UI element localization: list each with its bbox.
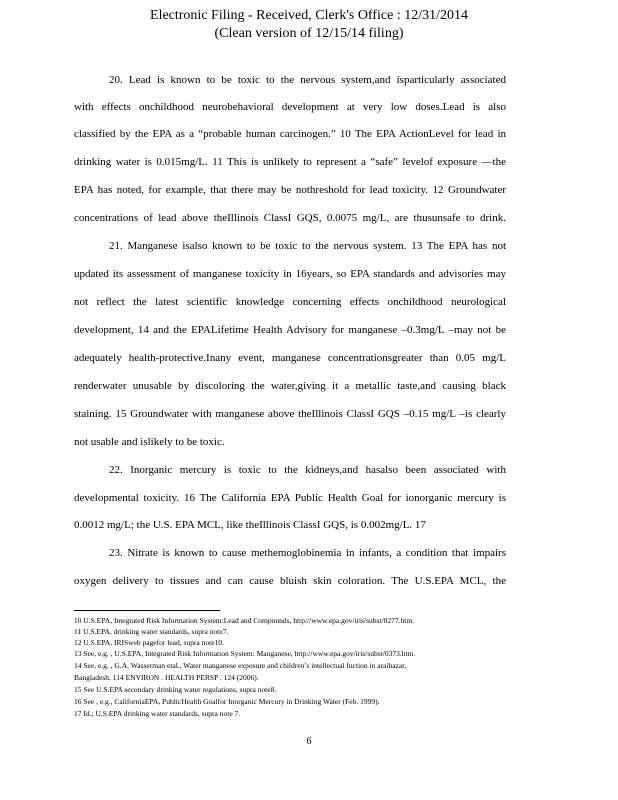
body-line: updated its assessment of manganese toxicity in 16years, so EPA standards and advisories may — [74, 268, 506, 280]
body-line: 21. Manganese isalso known to be toxic to the nervous system. 13 The EPA has not — [109, 240, 506, 252]
footnote: 13 See, e.g. , U.S.EPA, Integrated Risk Information System: Manganese, http://www.epa.gov/iris/subst/0373.htm. — [74, 649, 416, 658]
page-number: 6 — [306, 736, 312, 747]
footnote: 14 See, e.g. , G.A. Wasserman etal., Water manganese exposure and children’s intellectual fnction in araihazar, — [74, 661, 407, 670]
body-line: 20. Lead is known to be toxic to the nervous system,and isparticularly associated — [109, 74, 506, 86]
body-line: not usable and islikely to be toxic. — [74, 436, 225, 448]
body-line: EPA has noted, for example, that there may be nothreshold for lead toxicity. 12 Groundwater — [74, 184, 506, 196]
body-line: not reflect the latest scientific knowledge concerning effects onchildhood neurological — [74, 296, 506, 308]
filing-stamp-line1: Electronic Filing - Received, Clerk's Office : 12/31/2014 — [150, 8, 468, 23]
body-line: staining. 15 Groundwater with manganese above theIllinois ClassI GQS –0.15 mg/L –is clearly — [74, 408, 506, 420]
body-line: 22. Inorganic mercury is toxic to the kidneys,and hasalso been associated with — [109, 464, 506, 476]
filing-stamp-line2: (Clean version of 12/15/14 filing) — [214, 26, 404, 41]
body-line: 0.0012 mg/L; the U.S. EPA MCL, like theIllinois ClassI GQS, is 0.002mg/L. 17 — [74, 519, 426, 531]
body-line: renderwater unusable by discoloring the water,giving it a metallic taste,and causing black — [74, 380, 506, 392]
body-line: development, 14 and the EPALifetime Health Advisory for manganese –0.3mg/L –may not be — [74, 324, 506, 336]
footnote: 16 See , e.g., CaliforniaEPA, PublicHealth Goalfor Inorganic Mercury in Drinking Water (Feb. 1999). — [74, 697, 380, 706]
footnote: 12 U.S.EPA, IRISweb pagefor lead, supra note10. — [74, 638, 224, 647]
body-line: concentrations of lead above theIllinois ClassI GQS, 0.0075 mg/L, are thusunsafe to drink. — [74, 212, 506, 224]
footnote: 11 U.S.EPA, drinking water standards, supra note7. — [74, 627, 229, 636]
body-line: developmental toxicity. 16 The California EPA Public Health Goal for ionorganic mercury is — [74, 492, 506, 504]
footnote: 15 See U.S.EPA secondary drinking water regulations, supra note8. — [74, 685, 277, 694]
body-line: drinking water is 0.015mg/L. 11 This is unlikely to represent a “safe” levelof exposure —the — [74, 156, 506, 168]
footnote: 10 U.S.EPA, Integrated Risk Information System:Lead and Compounds, http://www.epa.gov/iris/subst/0277.htm. — [74, 616, 415, 625]
footnote: Bangladesh. 114 ENVIRON . HEALTH PERSP . 124 (2006). — [74, 673, 259, 682]
footnote: 17 Id.; U.S.EPA drinking water standards, supra note 7. — [74, 709, 241, 718]
body-line: with effects onchildhood neurobehavioral development at very low doses.Lead is also — [74, 101, 506, 113]
body-line: oxygen delivery to tissues and can cause bluish skin coloration. The U.S.EPA MCL, the — [74, 575, 506, 587]
body-line: 23. Nitrate is known to cause methemoglobinemia in infants, a condition that impairs — [109, 547, 506, 559]
footnote-separator — [74, 610, 220, 611]
body-line: adequately health-protective.Inany event, manganese concentrationsgreater than 0.05 mg/L — [74, 352, 506, 364]
body-line: classified by the EPA as a “probable human carcinogen.” 10 The EPA ActionLevel for lead in — [74, 128, 506, 140]
